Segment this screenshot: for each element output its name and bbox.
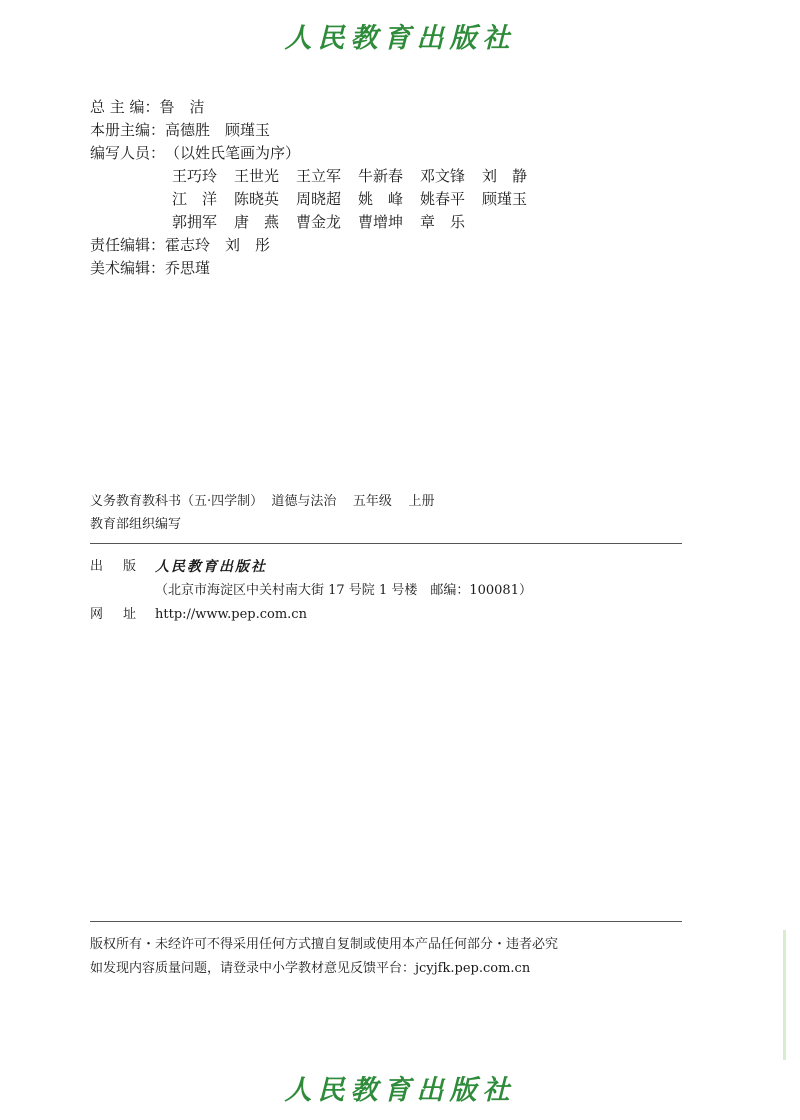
book-info	[90, 490, 434, 536]
writer-name: 王世光	[234, 167, 280, 185]
writers-label: 编写人员：	[90, 144, 166, 162]
feedback-notice: 如发现内容质量问题，请登录中小学教材意见反馈平台：jcyjfk.pep.com.cn	[90, 961, 531, 976]
writers-names	[90, 165, 544, 234]
art-editor-row	[90, 257, 544, 280]
art-editor-value: 乔思瑾	[165, 259, 211, 277]
writer-name: 周晓超	[296, 190, 342, 208]
website-label: 网址	[90, 607, 157, 622]
website-line	[90, 603, 532, 627]
writer-name: 邓文锋	[420, 167, 466, 185]
credits-section	[90, 96, 544, 280]
writer-name: 曹金龙	[296, 213, 342, 231]
book-title: 义务教育教科书（五·四学制） 道德与法治 五年级 上册	[90, 494, 435, 509]
publisher-address: （北京市海淀区中关村南大街 17 号院 1 号楼 邮编：100081）	[155, 583, 532, 598]
chief-editor-value: 鲁 洁	[159, 98, 205, 116]
writer-name: 唐 燕	[234, 213, 280, 231]
chief-editor-label: 总 主 编：	[90, 98, 160, 116]
writer-name: 郭拥军	[172, 213, 218, 231]
writer-name: 王立军	[296, 167, 342, 185]
compiled-by: 教育部组织编写	[90, 517, 182, 532]
website-link[interactable]: http://www.pep.com.cn	[155, 607, 307, 622]
writer-name: 曹增坤	[358, 213, 404, 231]
copyright-notice: 版权所有・未经许可不得采用任何方式擅自复制或使用本产品任何部分・违者必究	[90, 937, 559, 952]
publisher-logo-bottom: 人民教育出版社	[284, 1075, 516, 1106]
writer-name: 王巧玲	[172, 167, 218, 185]
writer-name: 刘 静	[482, 167, 528, 185]
volume-editor-row	[90, 119, 544, 142]
writers-row	[90, 142, 544, 165]
writer-name: 章 乐	[420, 213, 466, 231]
writer-name: 江 洋	[172, 190, 218, 208]
writer-name: 牛新春	[358, 167, 404, 185]
responsible-editor-row	[90, 234, 544, 257]
writers-names-row	[172, 188, 544, 211]
chief-editor-row	[90, 96, 544, 119]
writer-name: 陈晓英	[234, 190, 280, 208]
address-line	[90, 579, 532, 603]
writer-name: 顾瑾玉	[482, 190, 528, 208]
writer-name: 姚春平	[420, 190, 466, 208]
art-editor-label: 美术编辑：	[90, 259, 166, 277]
publisher-label: 出版	[90, 559, 157, 574]
writers-note: （以姓氏笔画为序）	[165, 144, 301, 162]
footer-notice	[90, 933, 558, 981]
divider	[90, 921, 682, 922]
volume-editor-label: 本册主编：	[90, 121, 166, 139]
divider	[90, 543, 682, 544]
publication-info	[90, 555, 532, 627]
edge-decoration	[783, 930, 786, 1060]
publisher-logo-small: 人民教育出版社	[155, 559, 267, 575]
volume-editor-value: 高德胜 顾瑾玉	[165, 121, 271, 139]
writers-names-row	[172, 165, 544, 188]
writers-names-row	[172, 211, 544, 234]
publisher-logo-top: 人民教育出版社	[284, 23, 516, 54]
writer-name: 姚 峰	[358, 190, 404, 208]
responsible-editor-label: 责任编辑：	[90, 236, 166, 254]
publisher-line	[90, 555, 532, 579]
responsible-editor-value: 霍志玲 刘 彤	[165, 236, 271, 254]
